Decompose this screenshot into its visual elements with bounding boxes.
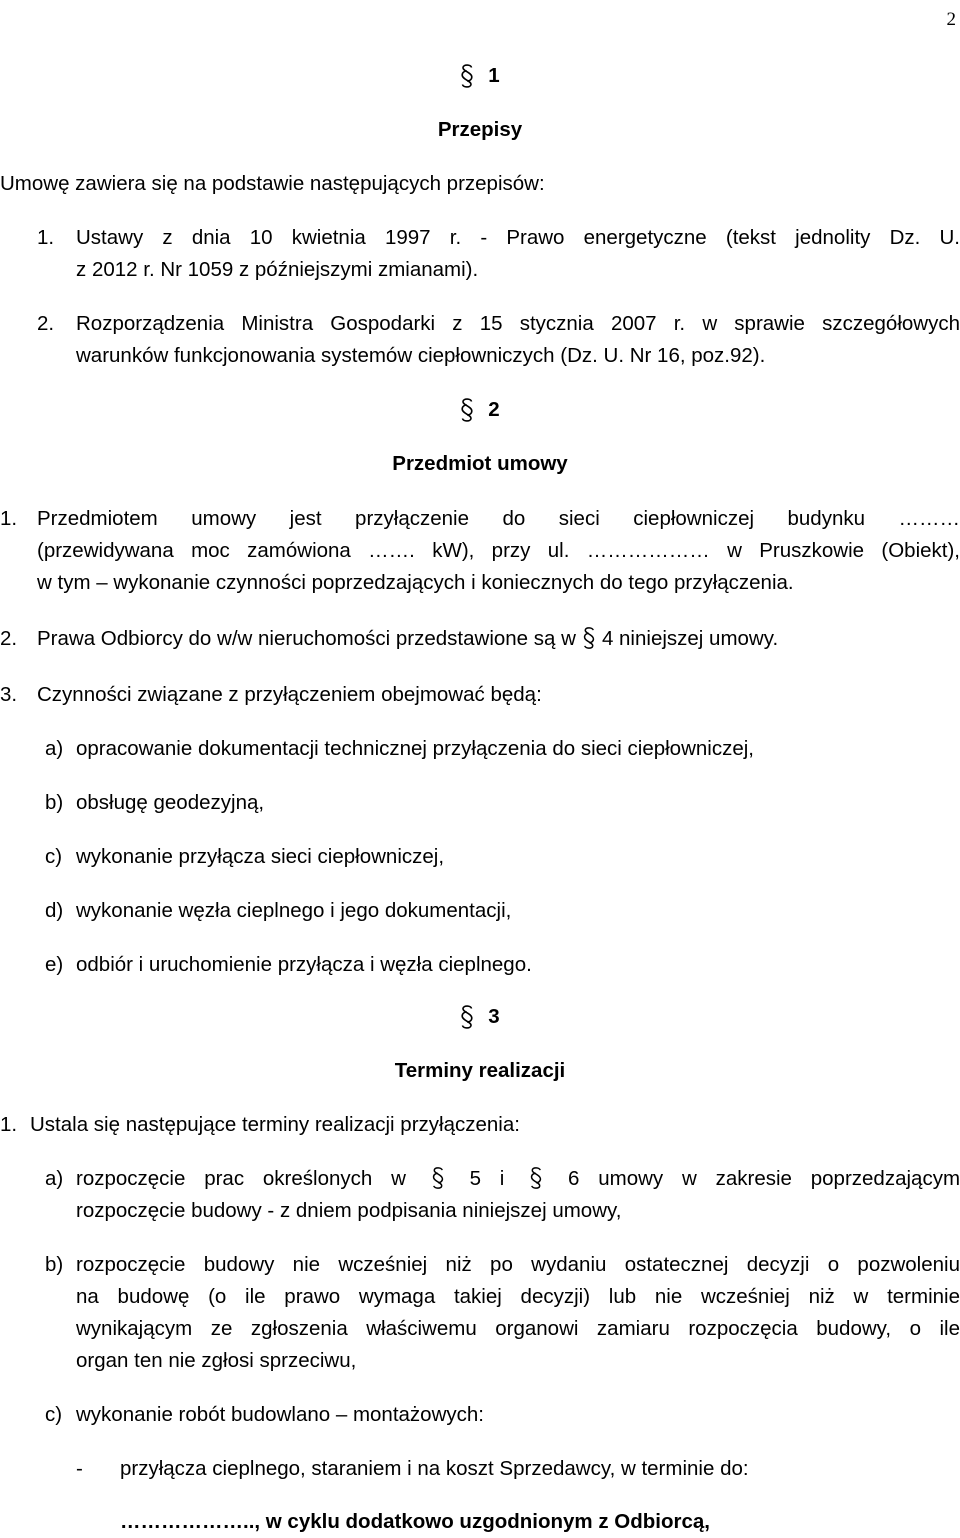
- sub-item-text: wykonanie przyłącza sieci ciepłowniczej,: [76, 845, 445, 868]
- section-1-intro: Umowę zawiera się na podstawie następujących przepisów:: [0, 172, 545, 195]
- sub-item-marker: c): [45, 1403, 63, 1426]
- section-symbol-icon: [529, 1165, 543, 1191]
- list-item-text-continued: (przewidywana moc zamówiona ……. kW), przy ul. ……………… w Pruszkowie (Obiekt),: [37, 539, 960, 562]
- sub-item-text-continued: organ ten nie zgłosi sprzeciwu,: [76, 1349, 357, 1372]
- list-item-marker: 2.: [37, 312, 55, 335]
- sub-item-marker: b): [45, 791, 64, 814]
- sub-item-text-continued: wynikającym ze zgłoszenia właściwemu organowi zamiaru rozpoczęcia budowy, o ile: [76, 1317, 960, 1340]
- list-item-text: Przedmiotem umowy jest przyłączenie do sieci ciepłowniczej budynku ………: [37, 507, 960, 530]
- section-1-title: Przepisy: [437, 118, 523, 141]
- list-item-text: [37, 625, 778, 653]
- sub-item-text: obsługę geodezyjną,: [76, 791, 265, 814]
- section-2-number: 2: [488, 398, 500, 421]
- list-item-text: Ustawy z dnia 10 kwietnia 1997 r. - Prawo energetyczne (tekst jednolity Dz. U.: [76, 226, 960, 249]
- sub-item-text: odbiór i uruchomienie przyłącza i węzła cieplnego.: [76, 953, 532, 976]
- section-1-number: 1: [488, 64, 500, 87]
- section-3-heading: [0, 1003, 960, 1039]
- sub-item-text-part: rozpoczęcie prac określonych w: [76, 1167, 406, 1190]
- item-text-before: Prawa Odbiorcy do w/w nieruchomości przedstawione są w: [37, 627, 576, 650]
- sub-item-text: wykonanie węzła cieplnego i jego dokumentacji,: [76, 899, 512, 922]
- sub-item-text: rozpoczęcie budowy nie wcześniej niż po wydaniu ostatecznej decyzji o pozwoleniu: [76, 1253, 960, 1276]
- sub-item-text-continued: na budowę (o ile prawo wymaga takiej decyzji) lub nie wcześniej niż w terminie: [76, 1285, 960, 1308]
- sub-item-text: opracowanie dokumentacji technicznej przyłączenia do sieci ciepłowniczej,: [76, 737, 754, 760]
- list-item-marker: 1.: [0, 1113, 18, 1136]
- list-item-marker: 1.: [37, 226, 55, 249]
- section-symbol-icon: [460, 1003, 474, 1031]
- dash-item-text: przyłącza cieplnego, staraniem i na koszt Sprzedawcy, w terminie do:: [120, 1457, 749, 1480]
- sub-item-marker: d): [45, 899, 64, 922]
- section-2-title: Przedmiot umowy: [392, 452, 568, 475]
- sub-item-marker: a): [45, 737, 64, 760]
- sub-item-marker: c): [45, 845, 63, 868]
- sub-item-text: [76, 1165, 960, 1193]
- list-item-text-continued: z 2012 r. Nr 1059 z późniejszymi zmianami).: [76, 258, 479, 281]
- dash-item-marker: -: [76, 1457, 83, 1480]
- list-item-text-continued: warunków funkcjonowania systemów ciepłowniczych (Dz. U. Nr 16, poz.92).: [76, 344, 766, 367]
- section-2-heading: [0, 396, 960, 432]
- sub-item-text-part: 6 umowy w zakresie poprzedzającym: [568, 1167, 960, 1190]
- section-3-number: 3: [488, 1005, 500, 1028]
- section-symbol-icon: [582, 625, 596, 651]
- list-item-text: Rozporządzenia Ministra Gospodarki z 15 stycznia 2007 r. w sprawie szczegółowych: [76, 312, 960, 335]
- sub-item-text-part: 5 i: [469, 1167, 505, 1190]
- sub-item-text: wykonanie robót budowlano – montażowych:: [76, 1403, 484, 1426]
- section-3-title: Terminy realizacji: [394, 1059, 566, 1082]
- list-item-marker: 3.: [0, 683, 18, 706]
- sub-item-marker: e): [45, 953, 64, 976]
- list-item-text: Czynności związane z przyłączeniem obejmować będą:: [37, 683, 542, 706]
- sub-item-marker: b): [45, 1253, 64, 1276]
- list-item-text: Ustala się następujące terminy realizacji przyłączenia:: [30, 1113, 520, 1136]
- deadline-line: ……………….., w cyklu dodatkowo uzgodnionym z Odbiorcą,: [120, 1510, 710, 1533]
- section-symbol-icon: [431, 1165, 445, 1191]
- section-1-heading: [0, 62, 960, 98]
- item-text-after: 4 niniejszej umowy.: [601, 627, 779, 650]
- section-symbol-icon: [460, 62, 474, 90]
- list-item-text-continued: w tym – wykonanie czynności poprzedzających i koniecznych do tego przyłączenia.: [37, 571, 794, 594]
- sub-item-text-continued: rozpoczęcie budowy - z dniem podpisania niniejszej umowy,: [76, 1199, 622, 1222]
- list-item-marker: 1.: [0, 507, 18, 530]
- sub-item-marker: a): [45, 1167, 64, 1190]
- section-symbol-icon: [460, 396, 474, 424]
- list-item-marker: 2.: [0, 627, 18, 650]
- page-number: 2: [946, 9, 956, 30]
